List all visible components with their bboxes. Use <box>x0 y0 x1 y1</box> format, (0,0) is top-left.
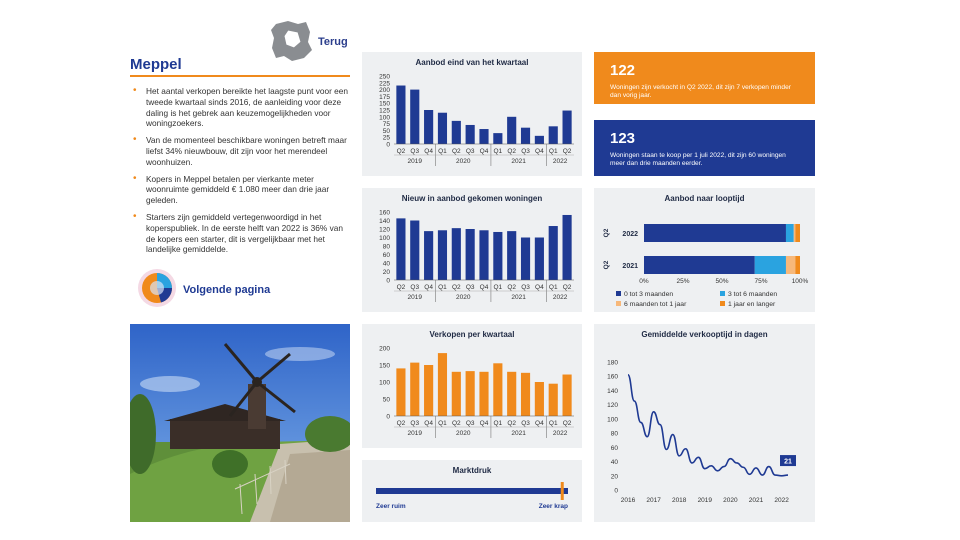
stacked-bar-segment <box>755 256 786 274</box>
y-tick-label: 40 <box>610 459 618 467</box>
bullet-item: • Van de momenteel beschikbare woningen betreft maar liefst 34% nieuwbouw, dit zijn voor het merendeel woonhuizen. <box>132 135 352 167</box>
x-tick-label: Q1 <box>548 284 558 291</box>
bar <box>563 111 572 144</box>
stacked-bar-segment <box>786 224 794 242</box>
legend-swatch <box>720 291 725 296</box>
x-tick-label: 100% <box>791 278 809 285</box>
stacked-bar-segment <box>794 224 796 242</box>
verkooptijd-chart-panel <box>594 324 815 522</box>
bar <box>438 113 447 144</box>
stacked-bar-segment <box>786 256 795 274</box>
verkopen-chart-panel <box>362 324 582 448</box>
bar <box>424 231 433 280</box>
verkopen-chart <box>362 324 582 448</box>
year-label: 2020 <box>455 158 471 165</box>
bar <box>507 117 516 144</box>
kpi-value: 123 <box>610 130 636 147</box>
year-label: 2021 <box>511 430 526 437</box>
x-tick-label: Q1 <box>438 420 447 427</box>
bar <box>535 238 544 281</box>
x-tick-label: Q2 <box>562 284 572 291</box>
x-tick-label: Q1 <box>493 284 503 291</box>
gauge-marker <box>561 482 564 500</box>
x-tick-label: 2019 <box>697 497 713 504</box>
bar <box>479 230 488 280</box>
legend-label: 0 tot 3 maanden <box>624 291 674 298</box>
bar <box>549 126 558 144</box>
looptijd-chart <box>594 188 815 312</box>
x-tick-label: Q2 <box>396 420 406 427</box>
y-tick-label: 160 <box>379 209 390 217</box>
gauge-left-label: Zeer ruim <box>376 503 406 510</box>
legend-label: 6 maanden tot 1 jaar <box>624 301 687 308</box>
x-tick-label: Q1 <box>438 148 447 155</box>
x-tick-label: Q4 <box>535 148 544 155</box>
kpi-sold-card <box>594 52 815 104</box>
bar <box>396 218 405 280</box>
chart-title: Marktdruk <box>452 466 492 475</box>
nieuw-chart <box>362 188 582 312</box>
y-tick-label: 0 <box>614 487 618 495</box>
x-tick-label: Q1 <box>438 284 447 291</box>
bar <box>549 384 558 416</box>
legend-swatch <box>720 301 725 306</box>
gauge-right-label: Zeer krap <box>538 503 568 510</box>
y-tick-label: 150 <box>379 362 390 370</box>
bar <box>535 136 544 144</box>
year-label: 2022 <box>552 430 568 437</box>
x-tick-label: 2022 <box>774 497 789 504</box>
stacked-bar-segment <box>644 256 755 274</box>
series-line <box>628 375 788 476</box>
bar <box>452 372 461 416</box>
x-tick-label: Q4 <box>424 148 433 155</box>
bullet-item: • Starters zijn gemiddeld vertegenwoordigd in het koperspubliek. In de eerste helft van 2022 is 36% van de kopers een starter, dit is vergelijkbaar met het landelijke gemiddelde. <box>132 212 352 255</box>
windmill-photo <box>130 324 350 522</box>
bar <box>452 228 461 280</box>
province-map-icon <box>268 18 314 64</box>
bar <box>521 238 530 281</box>
y-tick-label: 140 <box>607 387 618 395</box>
x-tick-label: Q4 <box>479 420 489 427</box>
x-tick-label: Q1 <box>493 148 503 155</box>
chart-title: Aanbod naar looptijd <box>664 194 745 203</box>
page-title: Meppel <box>130 56 182 73</box>
bar <box>410 363 419 416</box>
group-label: Q2 <box>603 260 610 270</box>
x-tick-label: Q3 <box>410 284 420 291</box>
bar <box>479 372 488 416</box>
bar <box>493 133 502 144</box>
group-label: Q2 <box>603 228 610 238</box>
y-tick-label: 0 <box>386 277 390 285</box>
row-label: 2021 <box>622 263 638 270</box>
stacked-bar-segment <box>795 256 800 274</box>
x-tick-label: 2020 <box>723 497 738 504</box>
y-tick-label: 225 <box>379 80 390 88</box>
x-tick-label: 25% <box>676 278 690 285</box>
year-label: 2022 <box>552 158 568 165</box>
x-tick-label: Q2 <box>562 148 572 155</box>
pie-chart-icon <box>137 268 177 313</box>
y-tick-label: 80 <box>382 243 390 251</box>
x-tick-label: Q2 <box>451 284 461 291</box>
x-tick-label: Q4 <box>479 148 489 155</box>
bar <box>563 215 572 280</box>
bar <box>396 368 405 416</box>
end-value-label: 21 <box>784 458 792 466</box>
y-tick-label: 20 <box>382 269 390 276</box>
x-tick-label: Q2 <box>507 284 517 291</box>
x-tick-label: Q3 <box>465 284 475 291</box>
year-label: 2022 <box>552 294 568 301</box>
intro-bullets <box>132 86 352 261</box>
bar <box>466 229 475 280</box>
y-tick-label: 25 <box>382 134 390 142</box>
y-tick-label: 75 <box>382 121 390 129</box>
legend-label: 3 tot 6 maanden <box>728 291 778 298</box>
y-tick-label: 0 <box>386 413 390 421</box>
year-label: 2020 <box>455 430 471 437</box>
bar <box>466 371 475 416</box>
y-tick-label: 60 <box>382 252 390 259</box>
y-tick-label: 40 <box>382 260 390 268</box>
nieuw-chart-panel <box>362 188 582 312</box>
chart-title: Aanbod eind van het kwartaal <box>415 58 529 67</box>
kpi-text: Woningen zijn verkocht in Q2 2022, dit zijn 7 verkopen minder dan vorig jaar. <box>610 84 791 100</box>
x-tick-label: Q4 <box>535 284 544 291</box>
x-tick-label: Q3 <box>465 420 475 427</box>
bar <box>410 221 419 281</box>
y-tick-label: 100 <box>607 416 618 424</box>
bar <box>410 90 419 144</box>
x-tick-label: Q2 <box>507 420 517 427</box>
y-tick-label: 0 <box>386 141 390 149</box>
x-tick-label: Q2 <box>396 284 406 291</box>
kpi-for-sale-card <box>594 120 815 176</box>
x-tick-label: Q3 <box>410 148 420 155</box>
y-tick-label: 120 <box>379 226 390 234</box>
x-tick-label: Q3 <box>521 420 530 427</box>
x-tick-label: Q2 <box>396 148 406 155</box>
bar <box>507 372 516 416</box>
bar <box>424 365 433 416</box>
x-tick-label: Q3 <box>521 148 530 155</box>
bar <box>438 353 447 416</box>
chart-title: Gemiddelde verkooptijd in dagen <box>641 330 768 339</box>
bar <box>466 125 475 144</box>
x-tick-label: Q1 <box>548 420 558 427</box>
bar <box>549 226 558 280</box>
x-tick-label: 0% <box>639 278 649 285</box>
x-tick-label: Q3 <box>521 284 530 291</box>
x-tick-label: Q2 <box>507 148 517 155</box>
legend-swatch <box>616 291 621 296</box>
y-tick-label: 120 <box>607 402 618 410</box>
bar <box>493 232 502 280</box>
x-tick-label: Q4 <box>479 284 489 291</box>
bullet-item: • Kopers in Meppel betalen per vierkante meter woonruimte gemiddeld € 1.080 meer dan drie jaar geleden. <box>132 174 352 206</box>
bar <box>521 128 530 144</box>
aanbod-chart <box>362 52 582 176</box>
y-tick-label: 160 <box>607 373 618 381</box>
year-label: 2019 <box>407 430 423 437</box>
y-tick-label: 100 <box>379 235 390 242</box>
legend-label: 1 jaar en langer <box>728 301 776 308</box>
y-tick-label: 200 <box>379 87 390 95</box>
chart-title: Nieuw in aanbod gekomen woningen <box>401 194 543 203</box>
looptijd-chart-panel <box>594 188 815 312</box>
x-tick-label: Q3 <box>410 420 420 427</box>
y-tick-label: 20 <box>610 473 618 481</box>
y-tick-label: 250 <box>379 73 390 81</box>
y-tick-label: 100 <box>379 114 390 122</box>
gauge-track <box>376 488 568 494</box>
bar <box>438 230 447 280</box>
y-tick-label: 125 <box>379 107 390 115</box>
bar <box>563 375 572 416</box>
verkooptijd-chart <box>594 324 815 522</box>
bar <box>479 129 488 144</box>
x-tick-label: Q2 <box>451 420 461 427</box>
x-tick-label: 50% <box>715 278 729 285</box>
x-tick-label: 2016 <box>620 497 636 504</box>
year-label: 2019 <box>407 294 423 301</box>
year-label: 2019 <box>407 158 423 165</box>
y-tick-label: 60 <box>610 444 618 452</box>
y-tick-label: 50 <box>382 127 390 135</box>
back-link[interactable]: Terug <box>318 36 348 48</box>
x-tick-label: 2021 <box>748 497 764 504</box>
y-tick-label: 50 <box>382 396 390 404</box>
aanbod-chart-panel <box>362 52 582 176</box>
kpi-value: 122 <box>610 62 636 79</box>
bullet-item: • Het aantal verkopen bereikte het laagste punt voor een tweede kwartaal sinds 2016, de aanleiding voor deze daling is het gebrek aan keuzemogelijkheden voor woningzoekers. <box>132 86 352 129</box>
x-tick-label: 75% <box>754 278 768 285</box>
next-page-button[interactable] <box>137 270 270 310</box>
bar <box>396 86 405 144</box>
x-tick-label: Q2 <box>562 420 572 427</box>
stacked-bar-segment <box>644 224 786 242</box>
kpi-text: Woningen staan te koop per 1 juli 2022, dit zijn 60 woningen meer dan drie maanden eerder. <box>610 152 786 168</box>
y-tick-label: 200 <box>379 345 390 353</box>
y-tick-label: 100 <box>379 379 390 387</box>
row-label: 2022 <box>622 231 638 238</box>
bar <box>507 231 516 280</box>
x-tick-label: 2017 <box>646 497 661 504</box>
y-tick-label: 80 <box>610 430 618 438</box>
chart-title: Verkopen per kwartaal <box>429 330 515 339</box>
x-tick-label: Q4 <box>424 420 433 427</box>
year-label: 2021 <box>511 294 526 301</box>
marktdruk-panel <box>362 460 582 522</box>
bar <box>493 363 502 416</box>
next-page-label: Volgende pagina <box>183 284 271 296</box>
x-tick-label: Q4 <box>535 420 544 427</box>
year-label: 2020 <box>455 294 471 301</box>
y-tick-label: 150 <box>379 100 390 108</box>
x-tick-label: Q1 <box>548 148 558 155</box>
title-underline <box>130 75 350 77</box>
y-tick-label: 180 <box>607 359 618 367</box>
x-tick-label: Q1 <box>493 420 503 427</box>
y-tick-label: 175 <box>379 93 390 101</box>
x-tick-label: Q3 <box>465 148 475 155</box>
bar <box>424 110 433 144</box>
x-tick-label: Q4 <box>424 284 433 291</box>
legend-swatch <box>616 301 621 306</box>
year-label: 2021 <box>511 158 526 165</box>
stacked-bar-segment <box>795 224 800 242</box>
x-tick-label: 2018 <box>671 497 687 504</box>
x-tick-label: Q2 <box>451 148 461 155</box>
bar <box>521 373 530 416</box>
bar <box>452 121 461 144</box>
bar <box>535 382 544 416</box>
y-tick-label: 140 <box>379 218 390 225</box>
